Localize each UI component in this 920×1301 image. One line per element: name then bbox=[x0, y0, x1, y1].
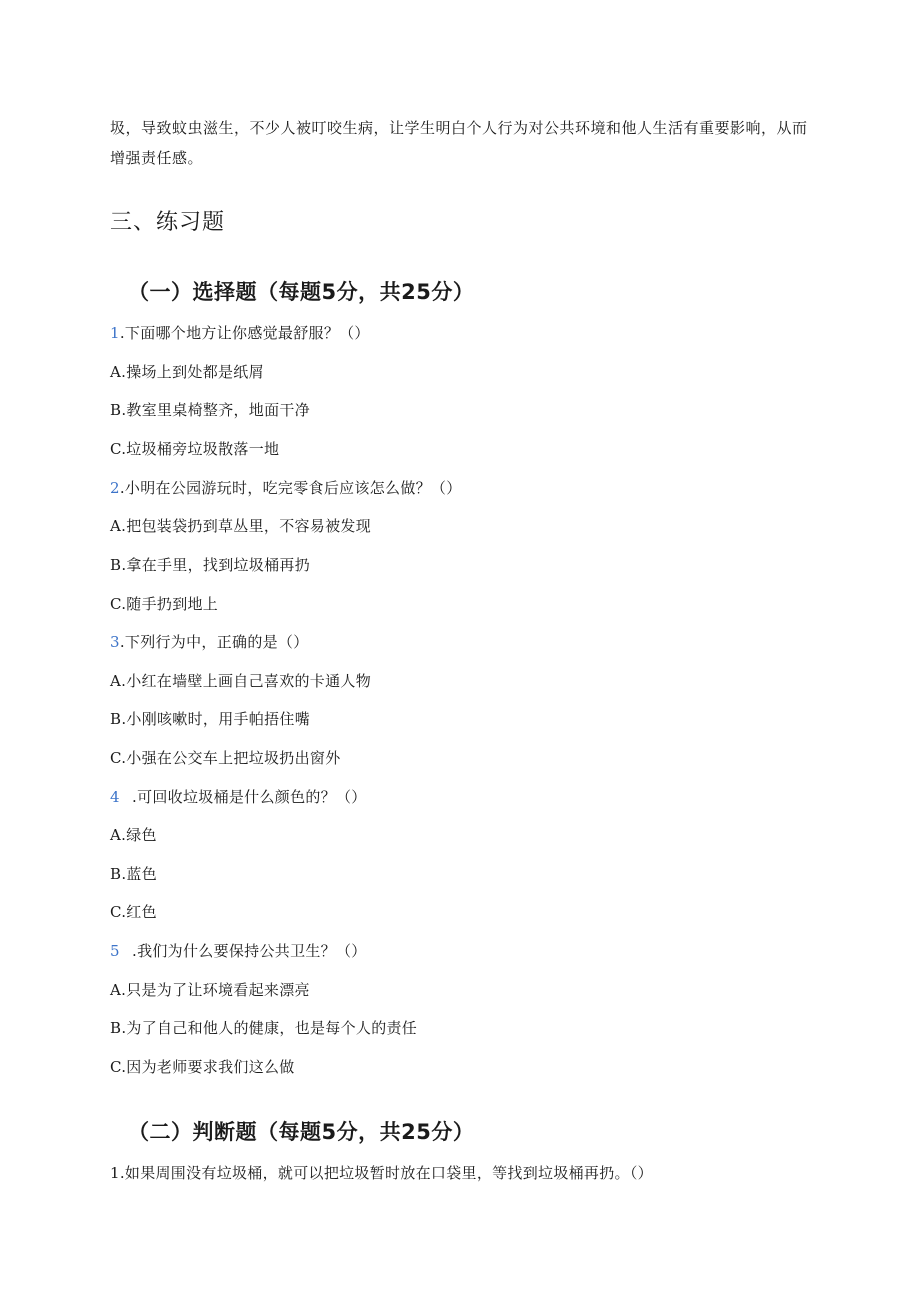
intro-paragraph: 圾，导致蚊虫滋生，不少人被叮咬生病，让学生明白个人行为对公共环境和他人生活有重要影响，从而增强责任感。 bbox=[110, 119, 808, 167]
question-3-option-c: C.小强在公交车上把垃圾扔出窗外 bbox=[110, 749, 341, 767]
question-2-option-b: B.拿在手里，找到垃圾桶再扔 bbox=[110, 556, 310, 574]
question-2-option-c: C.随手扔到地上 bbox=[110, 595, 219, 613]
question-2-option-a: A.把包装袋扔到草丛里，不容易被发现 bbox=[110, 517, 372, 535]
question-1-option-a: A.操场上到处都是纸屑 bbox=[110, 363, 264, 381]
question-5 bbox=[110, 941, 367, 961]
question-2 bbox=[110, 478, 462, 498]
question-3 bbox=[110, 632, 309, 652]
question-4 bbox=[110, 787, 367, 807]
judge-heading: （二）判断题（每题5分，共25分） bbox=[128, 1120, 475, 1144]
question-stem: .下面哪个地方让你感觉最舒服？（） bbox=[119, 324, 370, 342]
question-5-option-a: A.只是为了让环境看起来漂亮 bbox=[110, 981, 310, 999]
question-number: 3 bbox=[110, 633, 120, 651]
question-5-option-c: C.因为老师要求我们这么做 bbox=[110, 1058, 295, 1076]
question-stem: .我们为什么要保持公共卫生？（） bbox=[132, 942, 367, 960]
question-1 bbox=[110, 323, 370, 343]
question-5-option-b: B.为了自己和他人的健康，也是每个人的责任 bbox=[110, 1019, 418, 1037]
question-stem: .可回收垃圾桶是什么颜色的？（） bbox=[132, 788, 367, 806]
judge-question-1: 1.如果周围没有垃圾桶，就可以把垃圾暂时放在口袋里，等找到垃圾桶再扔。（） bbox=[110, 1164, 653, 1182]
question-1-option-b: B.教室里桌椅整齐，地面干净 bbox=[110, 401, 310, 419]
question-3-option-b: B.小刚咳嗽时，用手帕捂住嘴 bbox=[110, 710, 310, 728]
question-number: 4 bbox=[110, 788, 120, 806]
question-stem: .小明在公园游玩时，吃完零食后应该怎么做？（） bbox=[119, 479, 462, 497]
question-4-option-a: A.绿色 bbox=[110, 826, 157, 844]
question-stem: .下列行为中，正确的是（） bbox=[119, 633, 309, 651]
question-number: 5 bbox=[110, 942, 120, 960]
question-4-option-c: C.红色 bbox=[110, 903, 157, 921]
question-3-option-a: A.小红在墙壁上画自己喜欢的卡通人物 bbox=[110, 672, 372, 690]
question-4-option-b: B.蓝色 bbox=[110, 865, 157, 883]
question-number: 1 bbox=[110, 324, 120, 342]
question-number: 2 bbox=[110, 479, 120, 497]
question-1-option-c: C.垃圾桶旁垃圾散落一地 bbox=[110, 440, 280, 458]
section-title: 三、练习题 bbox=[110, 210, 226, 235]
choice-heading: （一）选择题（每题5分，共25分） bbox=[128, 280, 475, 304]
